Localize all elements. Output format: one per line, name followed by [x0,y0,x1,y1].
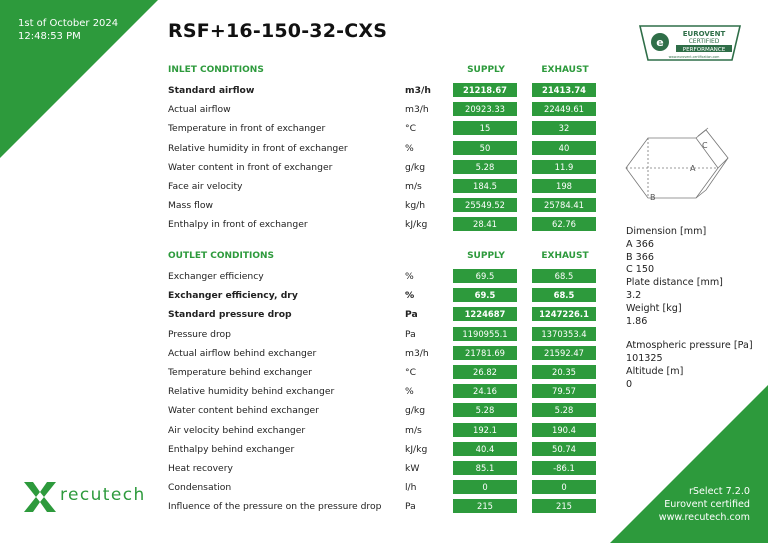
row-unit: °C [405,123,417,135]
row-unit: Pa [405,309,418,321]
altitude-label: Altitude [m] [626,365,684,377]
table-row [168,100,602,119]
row-unit: % [405,290,415,302]
row-label: Standard airflow [168,85,255,96]
supply-value: 85.1 [453,461,517,475]
row-label: Actual airflow [168,104,231,116]
row-label: Temperature behind exchanger [168,366,312,378]
row-unit: % [405,271,414,282]
row-label: Exchanger efficiency [168,271,264,282]
dimension-a: A 366 [626,238,654,250]
outlet-col-supply: SUPPLY [467,251,505,261]
logo-text-performance: PERFORMANCE [682,47,726,53]
exhaust-value: 11.9 [532,160,596,174]
row-unit: g/kg [405,405,426,417]
supply-value: 26.82 [453,365,517,379]
footer-info [659,485,750,524]
table-row [168,325,602,344]
row-label: Condensation [168,482,232,494]
row-label: Relative humidity behind exchanger [168,386,335,398]
supply-value: 50 [453,141,517,155]
table-row [168,119,602,138]
table-row [168,81,602,100]
row-unit: % [405,386,414,398]
table-row [168,158,602,177]
row-unit: Pa [405,501,416,513]
dimension-c: C 150 [626,264,655,276]
inlet-heading: INLET CONDITIONS [168,65,264,75]
row-unit: kg/h [405,200,426,212]
row-unit: Pa [405,328,416,340]
exhaust-value: 20.35 [532,365,596,379]
table-row [168,497,602,516]
row-label: Water content behind exchanger [168,405,319,417]
row-unit: % [405,142,414,154]
weight-value: 1.86 [626,315,648,327]
row-label: Mass flow [168,200,213,212]
row-label: Heat recovery [168,462,233,474]
exhaust-value: 22449.61 [532,102,596,116]
table-row [168,267,602,286]
page-title: RSF+16-150-32-CXS [168,20,388,42]
table-row [168,459,602,478]
exhaust-value: 5.28 [532,403,596,417]
logo-text-url: www.eurovent-certification.com [668,55,720,59]
row-unit: kW [405,462,420,474]
row-unit: m3/h [405,104,429,116]
row-label: Face air velocity [168,180,243,192]
row-label: Exchanger efficiency, dry [168,290,298,302]
exhaust-value: 0 [532,480,596,494]
recutech-wordmark: recutech [60,485,146,505]
outlet-header [168,248,602,267]
footer-certification: Eurovent certified [664,499,750,510]
exhaust-value: 62.76 [532,217,596,231]
table-row [168,363,602,382]
recutech-logo-icon [22,480,58,514]
exhaust-value: 68.5 [532,269,596,283]
supply-value: 20923.33 [453,102,517,116]
exhaust-value: 1370353.4 [532,327,596,341]
exhaust-value: 21413.74 [532,83,596,97]
supply-value: 69.5 [453,269,517,283]
table-row [168,382,602,401]
outlet-conditions-table [168,248,602,516]
dimension-heading: Dimension [mm] [626,226,707,237]
table-row [168,196,602,215]
row-unit: g/kg [405,161,426,173]
footer-website: www.recutech.com [658,512,750,523]
supply-value: 184.5 [453,179,517,193]
table-row [168,139,602,158]
supply-value: 15 [453,121,517,135]
diagram-label-b: B [650,193,656,202]
inlet-header [168,62,602,81]
table-row [168,421,602,440]
supply-value: 0 [453,480,517,494]
supply-value: 5.28 [453,160,517,174]
svg-text:e: e [656,36,664,49]
exhaust-value: 25784.41 [532,198,596,212]
atmospheric-pressure-label: Atmospheric pressure [Pa] [626,340,753,352]
row-unit: l/h [405,482,417,494]
exhaust-value: 68.5 [532,288,596,302]
supply-value: 28.41 [453,217,517,231]
supply-value: 25549.52 [453,198,517,212]
eurovent-certified-logo [638,24,742,62]
row-unit: °C [405,366,417,378]
supply-value: 24.16 [453,384,517,398]
exhaust-value: 215 [532,499,596,513]
table-row [168,305,602,324]
footer-version: rSelect 7.2.0 [688,486,750,497]
outlet-col-exhaust: EXHAUST [541,251,589,261]
row-label: Pressure drop [168,328,232,340]
table-row [168,440,602,459]
row-unit: kJ/kg [405,219,428,231]
table-row [168,215,602,234]
plate-distance-label: Plate distance [mm] [626,277,723,289]
row-label: Water content in front of exchanger [168,161,333,173]
outlet-heading: OUTLET CONDITIONS [168,251,275,261]
row-unit: m3/h [405,347,429,359]
exhaust-value: 40 [532,141,596,155]
row-label: Enthalpy in front of exchanger [168,219,308,231]
inlet-col-supply: SUPPLY [467,65,505,75]
logo-text-eurovent: EUROVENT [682,30,726,38]
inlet-conditions-table [168,62,602,235]
supply-value: 1224687 [453,307,517,321]
row-label: Influence of the pressure on the pressure drop [168,501,382,513]
supply-value: 21781.69 [453,346,517,360]
table-row [168,344,602,363]
altitude-value: 0 [626,378,633,390]
report-date: 1st of October 2024 [18,18,119,29]
table-row [168,401,602,420]
supply-value: 5.28 [453,403,517,417]
weight-label: Weight [kg] [626,302,682,314]
row-label: Enthalpy behind exchanger [168,443,295,455]
row-label: Actual airflow behind exchanger [168,347,317,359]
supply-value: 215 [453,499,517,513]
table-row [168,286,602,305]
exchanger-diagram [620,124,730,206]
supply-value: 69.5 [453,288,517,302]
exhaust-value: 21592.47 [532,346,596,360]
exhaust-value: 190.4 [532,423,596,437]
exhaust-value: 50.74 [532,442,596,456]
diagram-label-c: C [702,141,708,150]
row-unit: m3/h [405,85,431,96]
report-timestamp [18,17,118,43]
exhaust-value: 79.57 [532,384,596,398]
exhaust-value: -86.1 [532,461,596,475]
dimensions-panel [626,226,753,392]
exhaust-value: 1247226.1 [532,307,596,321]
table-row [168,177,602,196]
supply-value: 192.1 [453,423,517,437]
plate-distance-value: 3.2 [626,289,642,301]
row-unit: m/s [405,180,422,192]
row-label: Air velocity behind exchanger [168,424,306,436]
exhaust-value: 32 [532,121,596,135]
atmospheric-pressure-value: 101325 [626,353,663,365]
inlet-col-exhaust: EXHAUST [541,65,589,75]
dimension-b: B 366 [626,251,654,263]
diagram-label-a: A [690,164,696,173]
supply-value: 1190955.1 [453,327,517,341]
row-label: Relative humidity in front of exchanger [168,142,348,154]
report-time: 12:48:53 PM [18,31,81,42]
row-unit: m/s [405,424,422,436]
row-label: Standard pressure drop [168,309,292,321]
row-unit: kJ/kg [405,443,428,455]
row-label: Temperature in front of exchanger [168,123,326,135]
table-row [168,478,602,497]
exhaust-value: 198 [532,179,596,193]
supply-value: 40.4 [453,442,517,456]
logo-text-certified: CERTIFIED [688,38,720,45]
supply-value: 21218.67 [453,83,517,97]
